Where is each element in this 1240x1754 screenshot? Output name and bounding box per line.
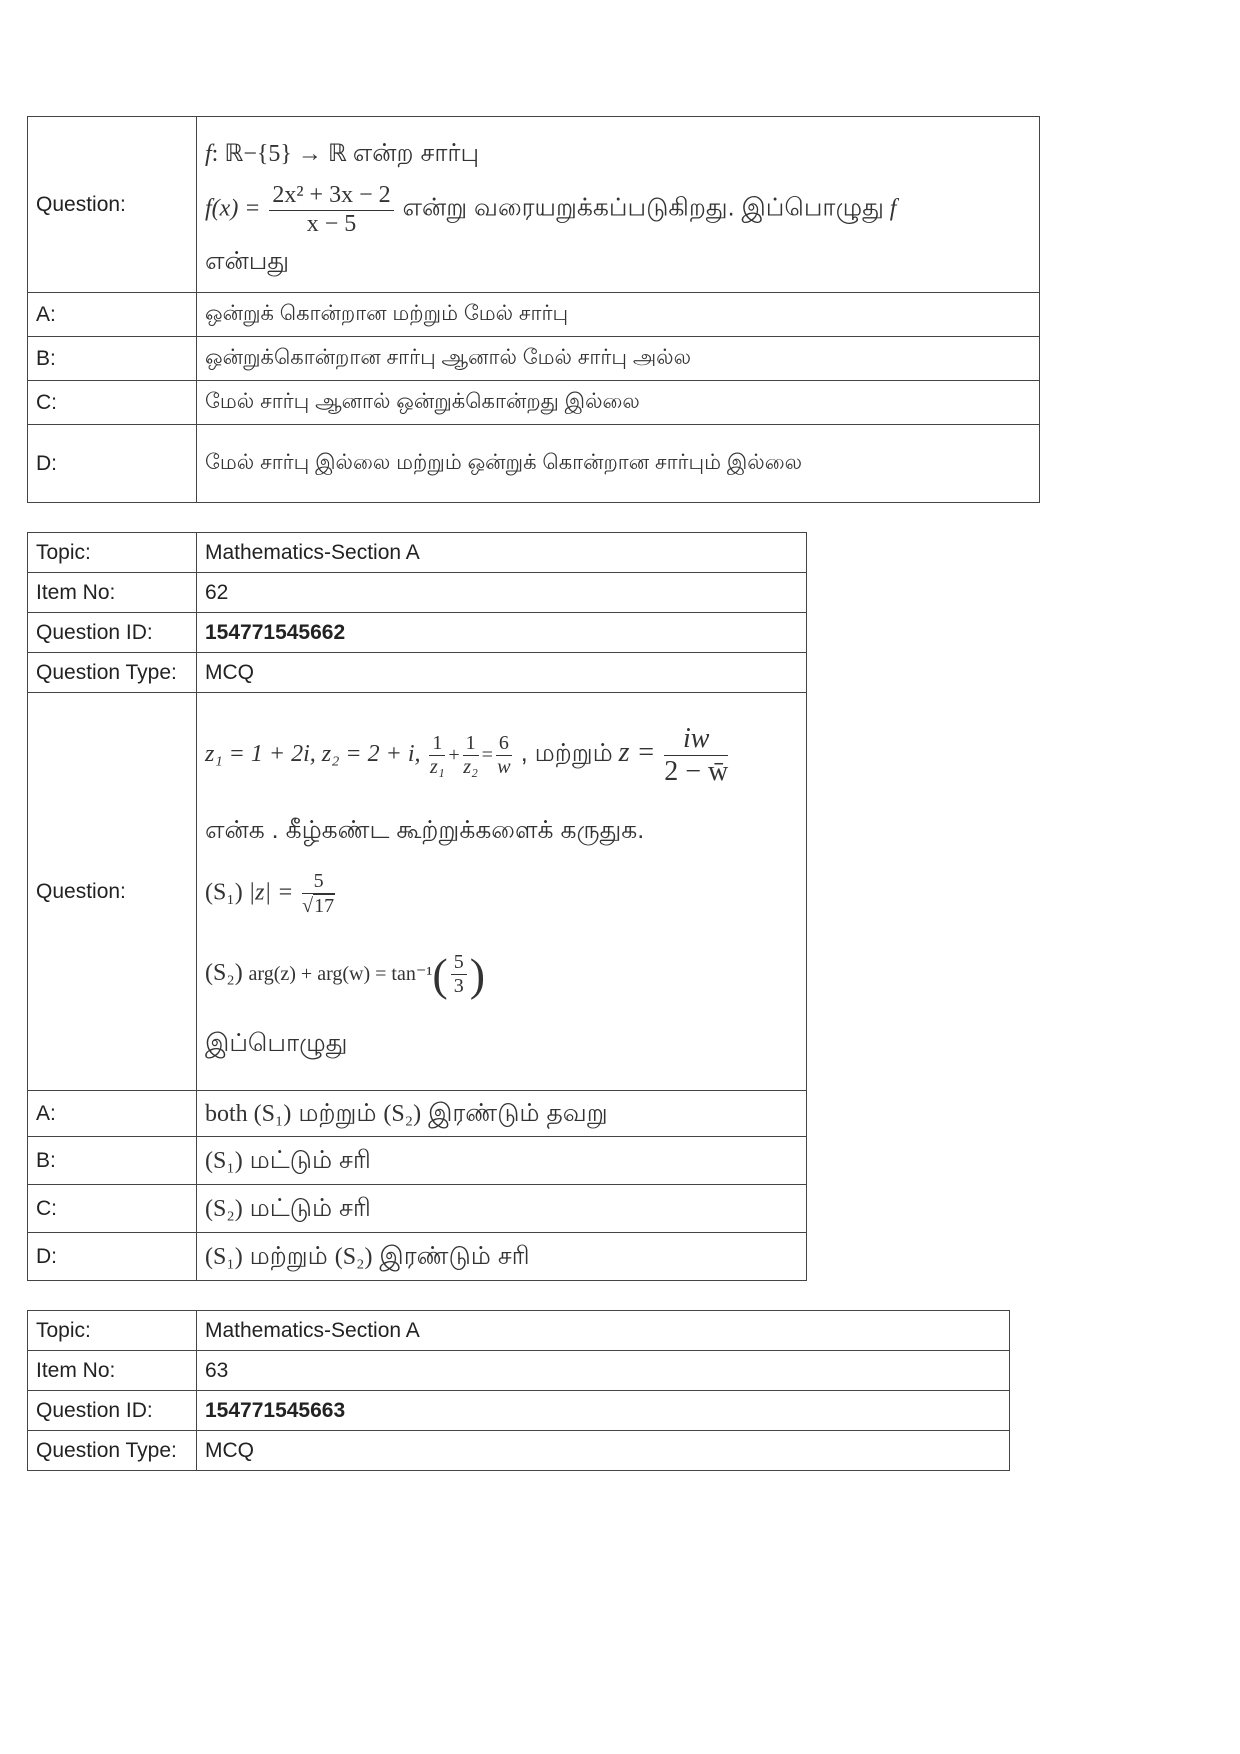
option-text: both (S₁) மற்றும் (S₂) இரண்டும் தவறு xyxy=(197,1091,807,1137)
and-text: , மற்றும் xyxy=(520,738,613,767)
frac-2-num: 1 xyxy=(463,732,479,756)
question-row xyxy=(28,117,1040,293)
option-label: B: xyxy=(28,337,197,381)
option-row xyxy=(28,1137,807,1185)
now-text: இப்பொழுது xyxy=(205,1028,348,1057)
option-label: D: xyxy=(28,425,197,503)
meta-value: Mathematics-Section A xyxy=(197,533,807,573)
option-row xyxy=(28,1091,807,1137)
meta-label: Question Type: xyxy=(28,653,197,693)
option-label: C: xyxy=(28,381,197,425)
question-text-1: என்ற சார்பு xyxy=(352,138,480,167)
frac-1 xyxy=(429,732,445,779)
meta-row xyxy=(28,1311,1010,1351)
question-label: Question: xyxy=(28,693,197,1091)
s2-label: (S₂) xyxy=(205,959,243,986)
frac-1-num: 1 xyxy=(429,732,445,756)
option-row xyxy=(28,1185,807,1233)
question-text-3: என்பது xyxy=(205,246,290,275)
meta-row xyxy=(28,1351,1010,1391)
option-label: C: xyxy=(28,1185,197,1233)
fx-numerator: 2x² + 3x − 2 xyxy=(269,182,393,211)
option-row xyxy=(28,337,1040,381)
option-text: (S₁) மட்டும் சரி xyxy=(197,1137,807,1185)
s1-num: 5 xyxy=(302,870,335,894)
z-equals: z = xyxy=(618,736,656,768)
question-63-table xyxy=(27,1310,1010,1471)
meta-value: 63 xyxy=(197,1351,1010,1391)
frac-2 xyxy=(463,732,479,779)
meta-value: MCQ xyxy=(197,1431,1010,1471)
meta-value: 62 xyxy=(197,573,807,613)
s1-fraction xyxy=(302,870,335,918)
option-label: B: xyxy=(28,1137,197,1185)
frac-3-den: w xyxy=(497,755,511,778)
equation-line xyxy=(205,717,798,794)
meta-label: Topic: xyxy=(28,1311,197,1351)
meta-row xyxy=(28,1391,1010,1431)
question-row xyxy=(28,693,807,1091)
statement-1 xyxy=(205,864,798,924)
meta-label: Item No: xyxy=(28,1351,197,1391)
frac-3-num: 6 xyxy=(496,732,512,756)
statement-2: (S₂) arg(z) + arg(w) = tan⁻¹( $\frac{5}{3}$ ) xyxy=(205,948,486,1000)
question-body xyxy=(197,693,807,1091)
func-mapping: : ℝ−{5} → ℝ xyxy=(211,140,347,167)
func-symbol: f xyxy=(205,140,212,167)
plus-sign: + xyxy=(448,743,460,766)
s2-expr: arg(z) + arg(w) = tan⁻¹ xyxy=(248,962,433,985)
s1-label: (S₁) xyxy=(205,879,243,906)
meta-row xyxy=(28,573,807,613)
option-text: (S₁) மற்றும் (S₂) இரண்டும் சரி xyxy=(197,1233,807,1281)
meta-value: 154771545662 xyxy=(197,613,807,653)
frac-1-den: z₁ xyxy=(429,755,445,778)
frac-3 xyxy=(496,732,512,779)
meta-value: MCQ xyxy=(197,653,807,693)
option-row xyxy=(28,425,1040,503)
question-text-2: என்று வரையறுக்கப்படுகிறது. இப்பொழுது xyxy=(402,194,884,223)
fx-label: f(x) = xyxy=(205,196,261,223)
fx-fraction xyxy=(269,182,393,238)
meta-label: Question ID: xyxy=(28,613,197,653)
option-row xyxy=(28,293,1040,337)
meta-label: Item No: xyxy=(28,573,197,613)
meta-value: Mathematics-Section A xyxy=(197,1311,1010,1351)
option-text: மேல் சார்பு ஆனால் ஒன்றுக்கொன்றது இல்லை xyxy=(197,381,1040,425)
meta-row xyxy=(28,533,807,573)
meta-label: Question ID: xyxy=(28,1391,197,1431)
s2-num: 5 xyxy=(451,951,467,975)
question-label: Question: xyxy=(28,117,197,293)
equals-sign: = xyxy=(481,743,493,766)
question-62-table xyxy=(27,532,807,1281)
eq-z-values: z₁ = 1 + 2i, z₂ = 2 + i, xyxy=(205,740,421,767)
option-row xyxy=(28,381,1040,425)
meta-label: Topic: xyxy=(28,533,197,573)
option-text: மேல் சார்பு இல்லை மற்றும் ஒன்றுக் கொன்றான சார்பும் இல்லை xyxy=(197,425,1040,503)
s1-radicand: 17 xyxy=(314,894,335,917)
s1-abs: |z| = xyxy=(248,879,294,906)
meta-label: Question Type: xyxy=(28,1431,197,1471)
question-body xyxy=(197,117,1040,293)
consider-text: என்க . கீழ்கண்ட கூற்றுக்களைக் கருதுக. xyxy=(205,815,645,844)
f-symbol: f xyxy=(889,196,897,223)
s2-fraction xyxy=(451,951,467,998)
option-label: D: xyxy=(28,1233,197,1281)
option-label: A: xyxy=(28,293,197,337)
frac-2-den: z₂ xyxy=(463,755,478,778)
meta-row xyxy=(28,653,807,693)
option-text: (S₂) மட்டும் சரி xyxy=(197,1185,807,1233)
s2-den: 3 xyxy=(453,974,464,997)
meta-value: 154771545663 xyxy=(197,1391,1010,1431)
option-label: A: xyxy=(28,1091,197,1137)
frac-4 xyxy=(664,723,728,788)
option-text: ஒன்றுக் கொன்றான மற்றும் மேல் சார்பு xyxy=(197,293,1040,337)
meta-row xyxy=(28,613,807,653)
s1-den: √17 xyxy=(302,894,335,917)
option-row xyxy=(28,1233,807,1281)
question-61-table xyxy=(27,116,1040,503)
frac-4-num: iw xyxy=(664,723,728,756)
meta-row xyxy=(28,1431,1010,1471)
frac-4-den: 2 − w̄ xyxy=(664,755,729,787)
fx-denominator: x − 5 xyxy=(306,211,357,237)
option-text: ஒன்றுக்கொன்றான சார்பு ஆனால் மேல் சார்பு அல்ல xyxy=(197,337,1040,381)
